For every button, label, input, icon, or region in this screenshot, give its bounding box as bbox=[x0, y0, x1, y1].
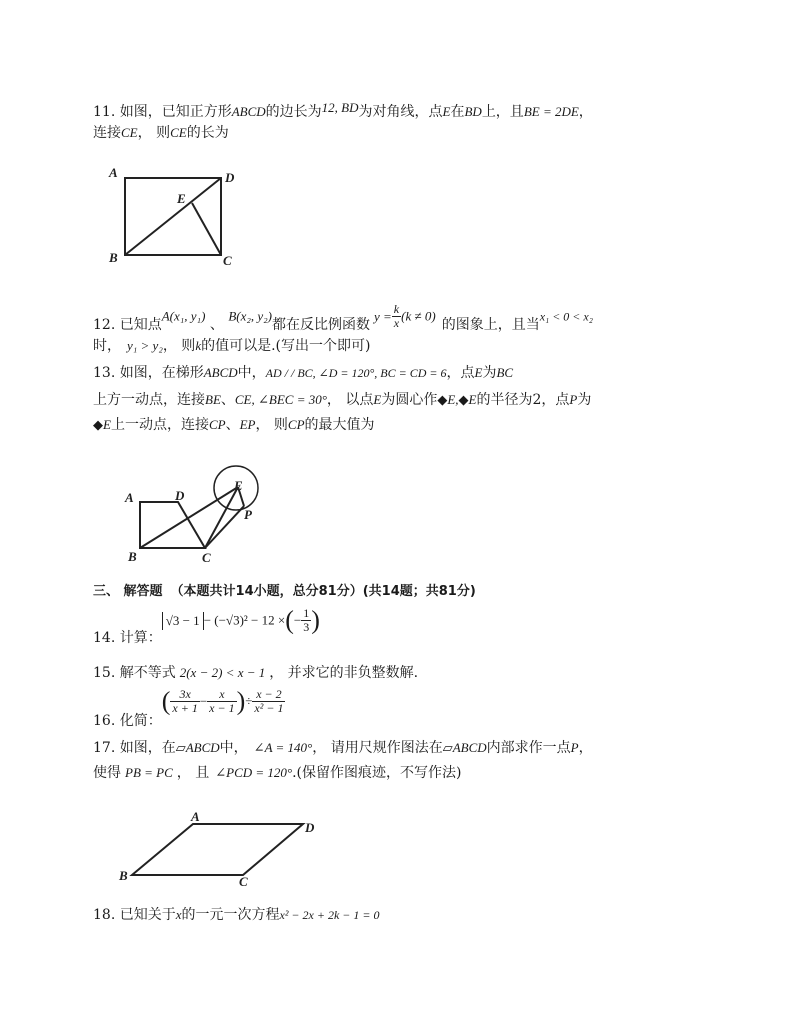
q13-line3: ◆E上一动点，连接CP、EP， 则CP的最大值为 bbox=[93, 417, 375, 433]
label-c: C bbox=[202, 550, 211, 565]
q12-line2: 时， y₁ > y₂， 则k的值可以是.(写出一个即可) bbox=[93, 338, 371, 354]
label-p: P bbox=[244, 507, 252, 522]
fraction-k-over-x: $\frac{k}{x}$ bbox=[393, 302, 400, 330]
label-c: C bbox=[223, 253, 232, 268]
q16: 16. 化简：( $\frac{3x}{x + 1}$ − $\frac{x}{x - 1}$ )÷ $\frac{x - 2}{\text{x² − 1}}$ bbox=[93, 686, 284, 729]
q17-line2: 使得 PB = PC ， 且 ∠PCD = 120°.(保留作图痕迹，不写作法) bbox=[93, 765, 462, 781]
q15: 15. 解不等式 2(x − 2) < x − 1 ， 并求它的非负整数解. bbox=[93, 665, 419, 681]
q11-line2: 连接CE， 则CE的长为 bbox=[93, 125, 229, 141]
q12-line1: 12. 已知点A(x₁, y₁) 、 B(x₂, y₂)都在反比例函数y = $\frac{k}{x}$ (k ≠ 0)的图象上，且当x₁ < 0 < x₂ bbox=[93, 302, 593, 333]
parallelogram-abcd bbox=[132, 824, 303, 875]
label-d: D bbox=[305, 820, 315, 835]
q17-line1: 17. 如图，在▱ABCD中， ∠A = 140°， 请用尺规作图法在▱ABCD内部求作一点P， bbox=[93, 740, 593, 756]
q11-square-figure bbox=[105, 165, 245, 270]
label-a: A bbox=[125, 490, 134, 505]
q13-line2: 上方一动点，连接BE、CE, ∠BEC = 30°， 以点E为圆心作◆E,◆E的半径为2，点P为 bbox=[93, 392, 592, 408]
section-3-heading: 三、 解答题 （本题共计14小题，总分81分）(共14题；共81分) bbox=[93, 584, 476, 599]
label-b: B bbox=[119, 868, 128, 883]
q18: 18. 已知关于x的一元一次方程x² − 2x + 2k − 1 = 0 bbox=[93, 907, 380, 923]
label-e: E bbox=[234, 478, 243, 493]
label-d: D bbox=[175, 488, 185, 503]
label-d: D bbox=[225, 170, 235, 185]
q13-trapezoid-figure bbox=[120, 462, 270, 567]
label-b: B bbox=[128, 549, 137, 564]
q13-line1: 13. 如图，在梯形ABCD中，AD / / BC, ∠D = 120°, BC = CD = 6，点E为BC bbox=[93, 365, 514, 381]
q14: 14. 计算：√3 − 1 − (−√3)² − 12 ×(− $\frac{1}{3}$ ) bbox=[93, 605, 320, 646]
diagonal-bd bbox=[125, 178, 221, 255]
q17-parallelogram-figure bbox=[115, 808, 325, 890]
label-e: E bbox=[177, 191, 186, 206]
q11-line1: 11. 如图，已知正方形ABCD的边长为12, BD为对角线，点E在BD上，且BE = 2DE， bbox=[93, 100, 593, 120]
label-a: A bbox=[109, 165, 118, 180]
label-b: B bbox=[109, 250, 118, 265]
label-c: C bbox=[239, 874, 248, 889]
q16-expression: ( $\frac{3x}{x + 1}$ − $\frac{x}{x - 1}$ )÷ $\frac{x - 2}{\text{x² − 1}}$ bbox=[161, 686, 284, 716]
segment-ce bbox=[192, 203, 221, 255]
segment-be bbox=[140, 487, 238, 548]
label-a: A bbox=[191, 809, 200, 824]
q14-expression: √3 − 1 − (−√3)² − 12 ×(− $\frac{1}{3}$ ) bbox=[162, 607, 320, 634]
